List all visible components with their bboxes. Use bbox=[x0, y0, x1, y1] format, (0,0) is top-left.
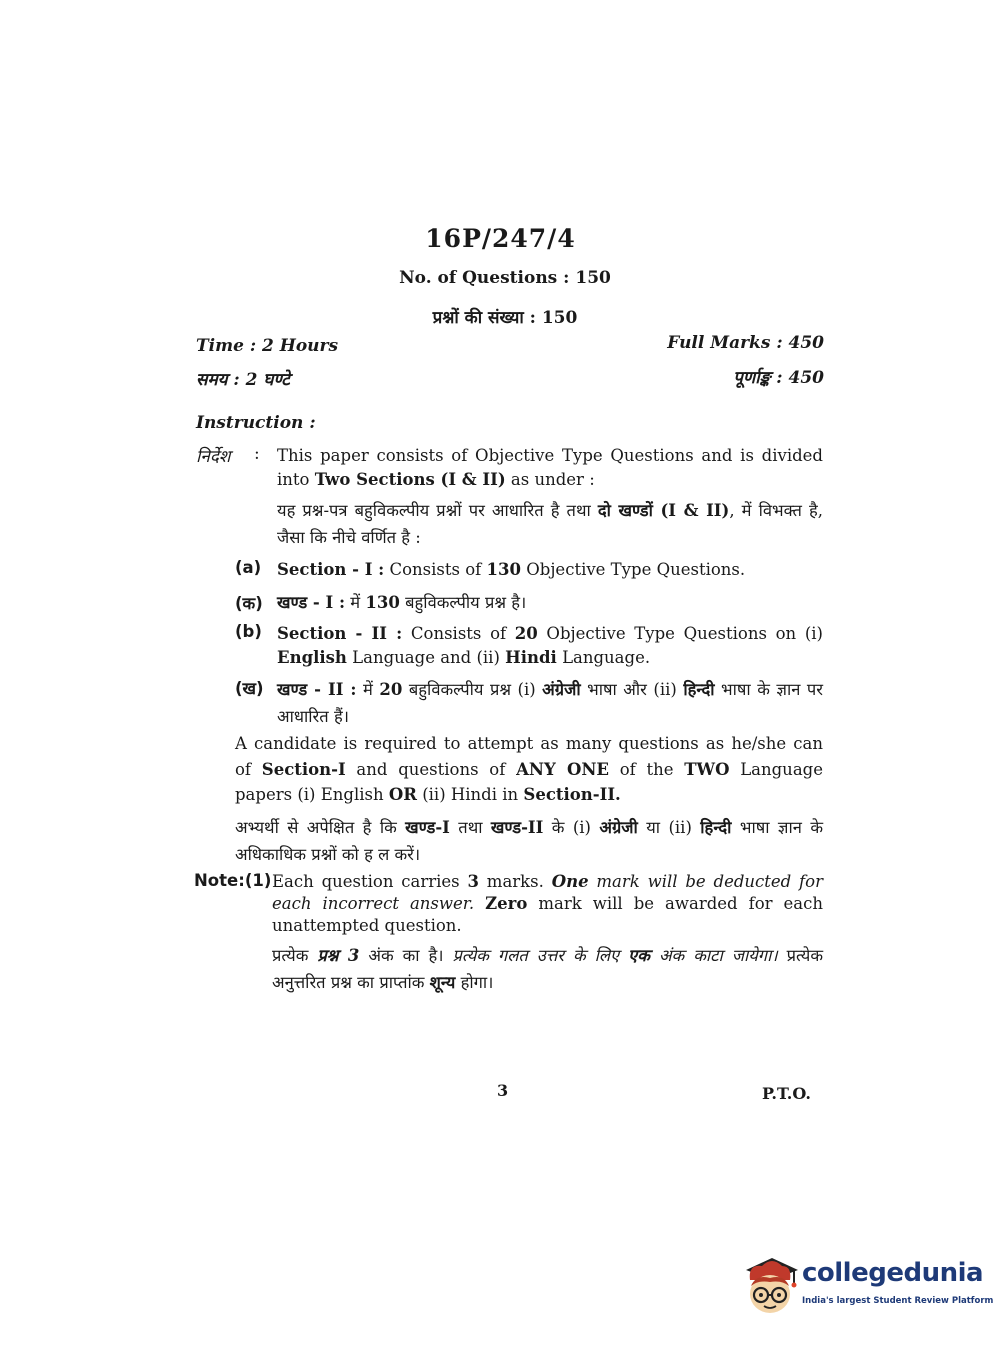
item-text-b: Section - II : Consists of 20 Objective Type Questions on (i) English Language and (ii) Hindi Language. bbox=[277, 624, 823, 667]
page-number: 3 bbox=[497, 1081, 509, 1100]
item-label-b: (b) bbox=[235, 622, 262, 641]
please-turn-over: P.T.O. bbox=[762, 1084, 811, 1103]
intro-paragraph: This paper consists of Objective Type Questions and is divided into Two Sections (I & II) as under : bbox=[277, 446, 823, 489]
item-text-ka: खण्ड - I : में 130 बहुविकल्पीय प्रश्न है। bbox=[277, 593, 527, 612]
number-of-questions-hindi: प्रश्नों की संख्या : 150 bbox=[432, 308, 578, 328]
intro-paragraph-hindi: यह प्रश्न-पत्र बहुविकल्पीय प्रश्नों पर आधारित है तथा दो खण्डों (I & II), में विभक्त है, जैसा कि नीचे वर्णित है : bbox=[277, 501, 823, 547]
candidate-paragraph-hindi: अभ्यर्थी से अपेक्षित है कि खण्ड-I तथा खण्ड-II के (i) अंग्रेजी या (ii) हिन्दी भाषा ज्ञान के अधिकाधिक प्रश्नों को ह ल करें। bbox=[235, 818, 823, 864]
full-marks-hindi: पूर्णाङ्क : 450 bbox=[733, 368, 824, 388]
mascot-icon bbox=[742, 1250, 800, 1316]
time-label-hindi: समय : 2 घण्टे bbox=[196, 370, 290, 390]
number-of-questions: No. of Questions : 150 bbox=[399, 268, 611, 288]
item-label-ka: (क) bbox=[235, 594, 263, 613]
paper-code: 16P/247/4 bbox=[425, 224, 576, 253]
collegedunia-logo[interactable] bbox=[742, 1248, 994, 1320]
instruction-heading: Instruction : bbox=[196, 413, 316, 433]
instruction-heading-hindi: निर्देश bbox=[196, 447, 231, 467]
full-marks: Full Marks : 450 bbox=[667, 333, 824, 353]
candidate-paragraph: A candidate is required to attempt as many questions as he/she can of Section-I and questions of ANY ONE of the TWO Language papers (i) English OR (ii) Hindi in Section-II. bbox=[235, 734, 823, 804]
logo-name: collegedunia bbox=[802, 1258, 984, 1288]
item-text-kha: खण्ड - II : में 20 बहुविकल्पीय प्रश्न (i) अंग्रेजी भाषा और (ii) हिन्दी भाषा के ज्ञान पर आधारित हैं। bbox=[277, 680, 823, 726]
time-label: Time : 2 Hours bbox=[196, 336, 339, 356]
logo-tagline: India's largest Student Review Platform bbox=[802, 1296, 994, 1306]
note-paragraph: Each question carries 3 marks. One mark will be deducted for each incorrect answer. Zero mark will be awarded for each unattempted question. bbox=[272, 872, 823, 935]
item-label-kha: (ख) bbox=[235, 679, 264, 698]
item-label-a: (a) bbox=[235, 558, 262, 577]
note-label: Note:(1) bbox=[194, 871, 272, 890]
instruction-colon: : bbox=[254, 444, 260, 464]
item-text-a: Section - I : Consists of 130 Objective Type Questions. bbox=[277, 560, 746, 579]
note-paragraph-hindi: प्रत्येक प्रश्न 3 अंक का है। प्रत्येक गलत उत्तर के लिए एक अंक काटा जायेगा। प्रत्येक अनुत्तरित प्रश्न का प्राप्तांक शून्य होगा। bbox=[272, 946, 823, 992]
